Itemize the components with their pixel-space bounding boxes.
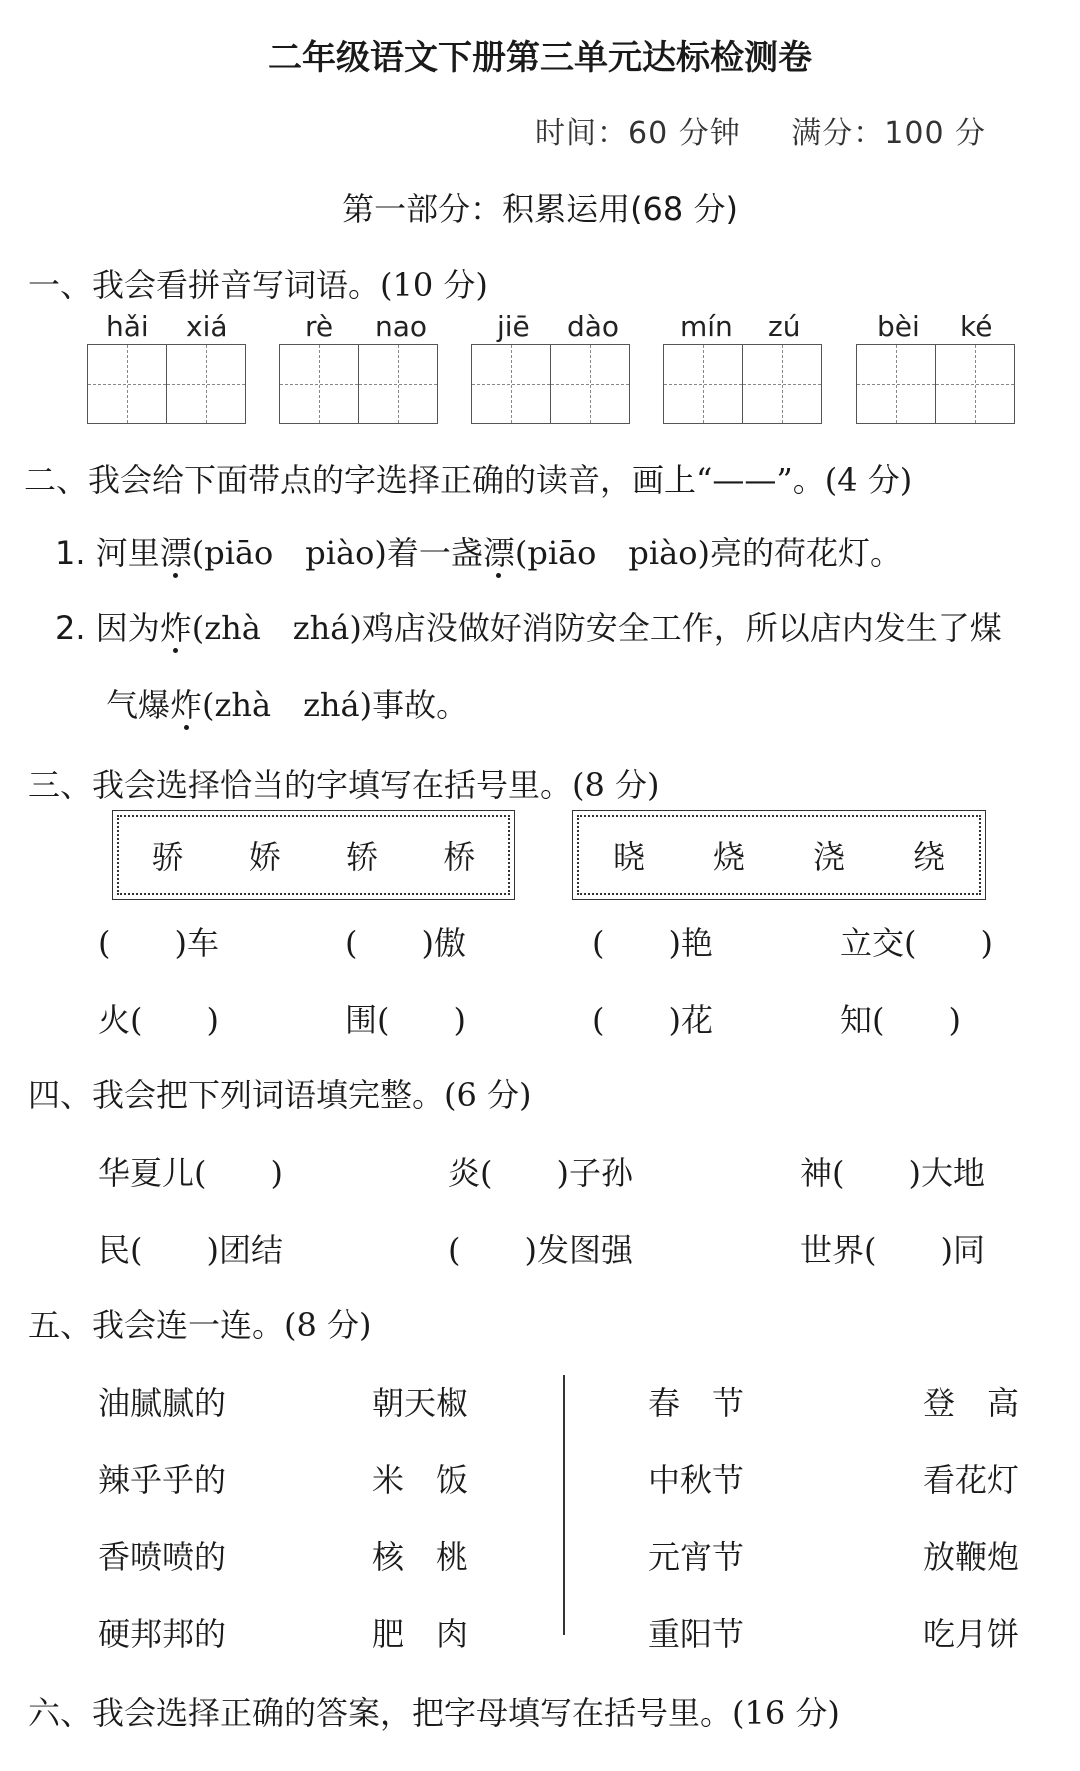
match-item[interactable]: 看花灯 (923, 1461, 1020, 1499)
pinyin: rè (305, 310, 334, 343)
q5-heading: 五、我会连一连。(8 分) (28, 1306, 372, 1344)
pinyin: zú (768, 310, 801, 343)
q2-item-1: 1. 河里漂(piāo piào)着一盏漂(piāo piào)亮的荷花灯。 (55, 528, 902, 574)
match-item[interactable]: 香喷喷的 (98, 1538, 227, 1576)
char-choice-box: 晓 烧 浇 绕 (577, 815, 981, 895)
dotted-char: 炸 (170, 680, 202, 726)
match-item[interactable]: 中秋节 (648, 1461, 745, 1499)
match-item[interactable]: 登 高 (923, 1384, 1020, 1422)
match-item[interactable]: 吃月饼 (923, 1615, 1020, 1653)
q2-item-2: 2. 因为炸(zhà zhá)鸡店没做好消防安全工作，所以店内发生了煤 (55, 603, 1002, 649)
pinyin: mín (680, 310, 733, 343)
writing-grid[interactable] (471, 344, 630, 424)
writing-grid[interactable] (87, 344, 246, 424)
pinyin: ké (960, 310, 993, 343)
fill-blank[interactable]: 立交( ) (840, 924, 993, 962)
fill-blank[interactable]: ( )车 (98, 924, 219, 962)
fill-blank[interactable]: 炎( )子孙 (448, 1154, 633, 1192)
writing-grid[interactable] (279, 344, 438, 424)
dotted-char: 炸 (160, 603, 192, 649)
q1-heading: 一、我会看拼音写词语。(10 分) (28, 266, 488, 304)
fill-blank[interactable]: ( )艳 (592, 924, 713, 962)
fill-blank[interactable]: 民( )团结 (98, 1231, 283, 1269)
fill-blank[interactable]: 火( ) (98, 1001, 219, 1039)
fill-blank[interactable]: 世界( )同 (800, 1231, 985, 1269)
exam-meta (535, 108, 1026, 152)
part-heading: 第一部分：积累运用(68 分) (342, 190, 738, 228)
q6-heading: 六、我会选择正确的答案，把字母填写在括号里。(16 分) (28, 1694, 840, 1732)
q3-heading: 三、我会选择恰当的字填写在括号里。(8 分) (28, 766, 660, 804)
fill-blank[interactable]: 知( ) (840, 1001, 961, 1039)
match-item[interactable]: 春 节 (648, 1384, 745, 1422)
match-item[interactable]: 肥 肉 (372, 1615, 469, 1653)
pinyin: nao (375, 310, 428, 343)
time-limit: 时间：60 分钟 (535, 116, 741, 151)
q2-item-2-cont: 气爆炸(zhà zhá)事故。 (106, 680, 468, 726)
fill-blank[interactable]: 神( )大地 (800, 1154, 985, 1192)
char-choice-box: 骄 娇 轿 桥 (117, 815, 510, 895)
q4-heading: 四、我会把下列词语填完整。(6 分) (28, 1076, 532, 1114)
pinyin: xiá (186, 310, 228, 343)
fill-blank[interactable]: 围( ) (345, 1001, 466, 1039)
dotted-char: 漂 (160, 528, 192, 574)
match-item[interactable]: 元宵节 (648, 1538, 745, 1576)
match-item[interactable]: 放鞭炮 (923, 1538, 1020, 1576)
pinyin: jiē (497, 310, 530, 343)
fill-blank[interactable]: ( )发图强 (448, 1231, 633, 1269)
divider-line (563, 1375, 565, 1635)
dotted-char: 漂 (483, 528, 515, 574)
match-item[interactable]: 硬邦邦的 (98, 1615, 227, 1653)
match-item[interactable]: 辣乎乎的 (98, 1461, 227, 1499)
match-item[interactable]: 米 饭 (372, 1461, 469, 1499)
pinyin: dào (567, 310, 620, 343)
fill-blank[interactable]: 华夏儿( ) (98, 1154, 283, 1192)
match-item[interactable]: 核 桃 (372, 1538, 469, 1576)
match-item[interactable]: 油腻腻的 (98, 1384, 227, 1422)
fill-blank[interactable]: ( )花 (592, 1001, 713, 1039)
full-score: 满分：100 分 (791, 116, 987, 151)
match-item[interactable]: 重阳节 (648, 1615, 745, 1653)
match-item[interactable]: 朝天椒 (372, 1384, 469, 1422)
page-title: 二年级语文下册第三单元达标检测卷 (268, 38, 812, 78)
writing-grid[interactable] (856, 344, 1015, 424)
pinyin: hǎi (106, 310, 149, 343)
writing-grid[interactable] (663, 344, 822, 424)
fill-blank[interactable]: ( )傲 (345, 924, 466, 962)
pinyin: bèi (877, 310, 920, 343)
q2-heading: 二、我会给下面带点的字选择正确的读音，画上“——”。(4 分) (24, 461, 913, 499)
